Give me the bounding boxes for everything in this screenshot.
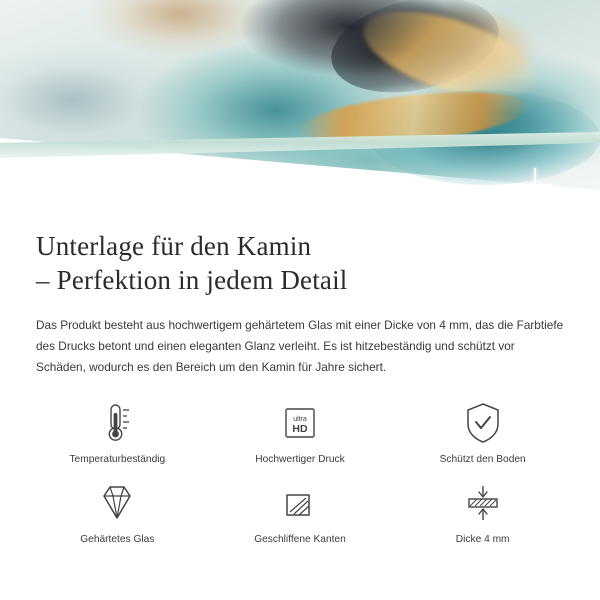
feature-item-print: [209, 400, 392, 466]
page-title-line-2: – Perfektion in jedem Detail: [36, 265, 348, 295]
feature-item-temperature: [26, 400, 209, 466]
feature-item-polished-edges: [209, 480, 392, 546]
thermometer-icon: [97, 400, 137, 446]
feature-label: Dicke 4 mm: [455, 534, 510, 545]
svg-text:HD: HD: [292, 423, 308, 435]
feature-label: Temperaturbeständig: [69, 454, 166, 465]
feature-label: Schützt den Boden: [439, 454, 526, 465]
description-paragraph: Das Produkt besteht aus hochwertigem gehärtetem Glas mit einer Dicke von 4 mm, das die Farbtiefe des Drucks betont und einen eleganten Glanz verleiht. Es ist hitzebeständig und schützt vor Schäden, wodurch es den Bereich um den Kamin für Jahre sichert.: [36, 318, 564, 374]
feature-label: Hochwertiger Druck: [255, 454, 345, 465]
feature-label: Geschliffene Kanten: [254, 534, 346, 545]
thickness-icon: [461, 480, 505, 526]
shield-check-icon: [463, 400, 503, 446]
page-title: [36, 229, 564, 297]
page-title-line-1: Unterlage für den Kamin: [36, 231, 312, 261]
feature-item-thickness: [391, 480, 574, 546]
sparkle-small-icon: [558, 186, 574, 202]
ultra-hd-icon: [278, 400, 322, 446]
feature-item-tempered-glass: [26, 480, 209, 546]
feature-grid: [0, 400, 600, 546]
hero-image: [0, 0, 600, 215]
text-block: [0, 215, 600, 378]
diamond-icon: [94, 480, 140, 526]
polished-edges-icon: [279, 480, 321, 526]
svg-text:ultra: ultra: [293, 416, 307, 423]
feature-item-floor-protection: [391, 400, 574, 466]
feature-label: Gehärtetes Glas: [80, 534, 155, 545]
